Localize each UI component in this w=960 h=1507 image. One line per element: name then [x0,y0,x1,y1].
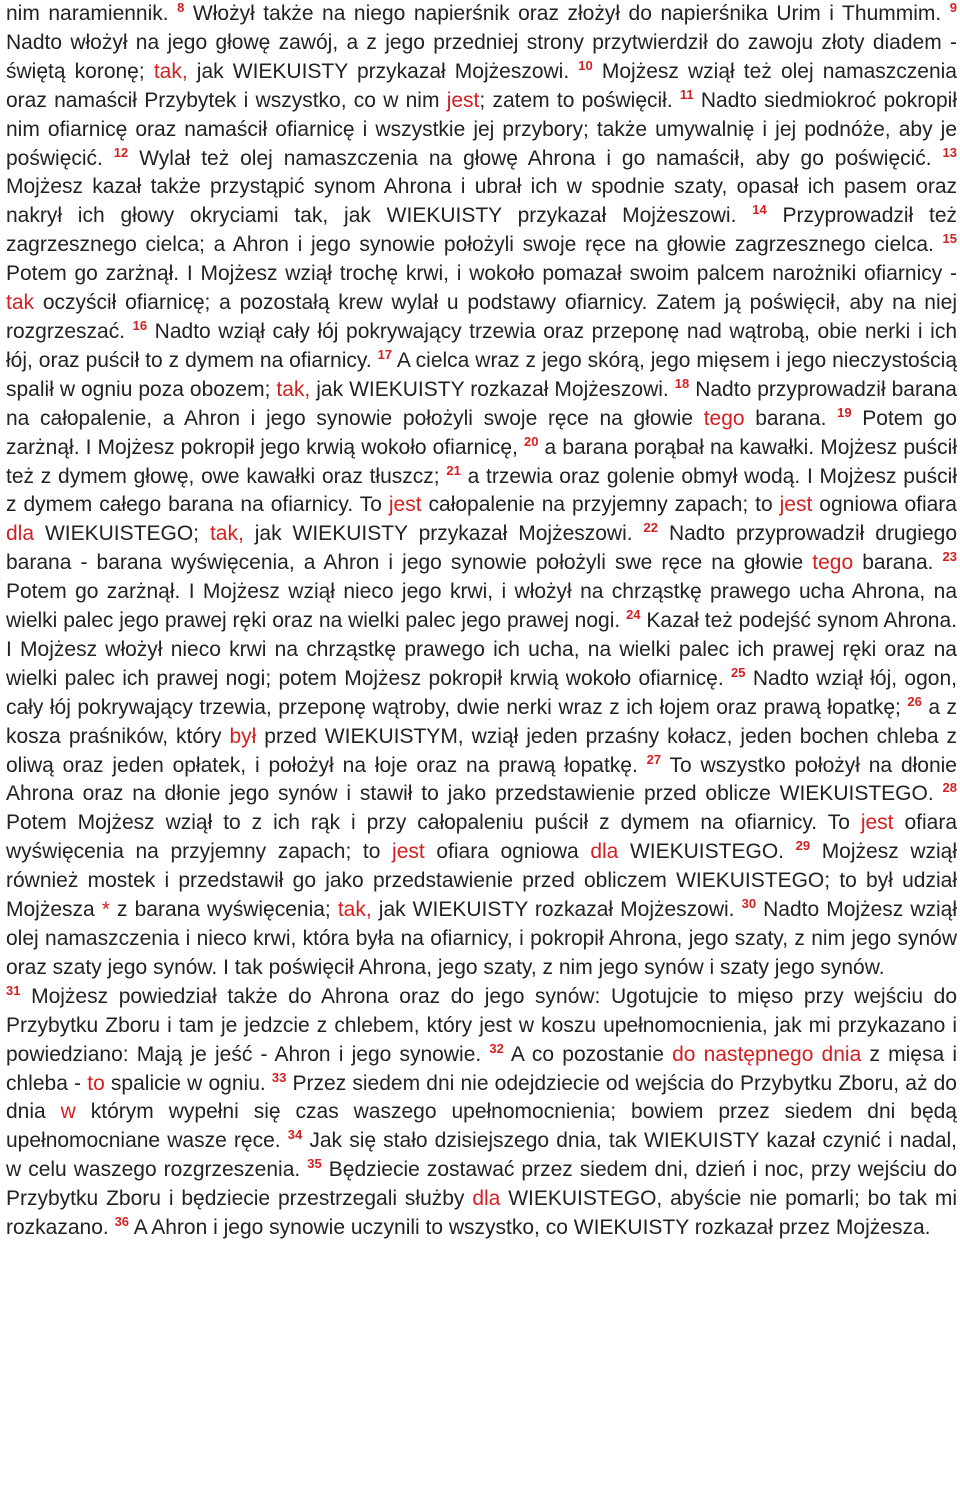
verse-text: Potem go zarżnął. I Mojżesz pokropił jego krwią wokoło ofiarnicę, [6,406,957,459]
added-word: jest [392,840,425,864]
verse-text: WIEKUISTEGO. [618,840,796,864]
verse-text: Mojżesz powiedział także do Ahrona oraz do jego synów: Ugotujcie to mięso przy wejściu do Przybytku Zboru i tam je jedzcie z chlebem, który jest w koszu upełnomocnienia, jak mi przykazano i powiedziano: Mają je jeść - Ahron i jego synowie. [6,984,957,1066]
verse-number: 17 [377,346,393,362]
added-word: dla [590,840,619,864]
added-word: tak, [153,59,188,83]
added-word: tego [703,406,745,430]
verse-text: Nadto wziął cały łój pokrywający trzewia oraz przeponę nad wątrobą, obie nerki i ich łój, oraz puścił to z dymem na ofiarnicy. [6,319,958,372]
added-word: jest [446,88,480,112]
verse-number: 26 [907,693,922,709]
verse-text: którym wypełni się czas waszego upełnomocnienia; bowiem przez siedem dni będą upełnomocniane wasze ręce. [6,1100,957,1153]
verse-text: WIEKUISTEGO, abyście nie pomarli; bo tak mi rozkazano. [6,1187,957,1240]
paragraph [6,0,957,983]
verse-text: a trzewia oraz golenie obmył wodą. I Mojżesz puścił z dymem całego barana na ofiarnicy. To [6,464,957,517]
verse-text: To wszystko położył na dłonie Ahrona oraz na dłonie jego synów i stawił to jako przedstawienie przed oblicze WIEKUISTEGO. [6,753,957,806]
verse-text: jak WIEKUISTY rozkazał Mojżeszowi. [310,377,675,401]
verse-text: Potem go zarżnął. I Mojżesz wziął trochę krwi, i wokoło pomazał swoim palcem narożniki ofiarnicy - [6,262,957,286]
verse-text: a z kosza praśników, który [6,695,957,748]
verse-text: Potem Mojżesz wziął to z ich rąk i przy całopaleniu puścił z dymem na ofiarnicy. To [6,811,861,835]
verse-text: jak WIEKUISTY rozkazał Mojżeszowi. [371,898,742,922]
added-word: w [60,1100,76,1124]
verse-number: 30 [741,896,757,912]
verse-number: 27 [646,751,662,767]
verse-text: barana. [853,551,943,575]
verse-number: 32 [489,1040,504,1056]
verse-text: jak WIEKUISTY przykazał Mojżeszowi. [243,522,644,546]
verse-text: ofiara ogniowa [424,840,591,864]
verse-text: Będziecie zostawać przez siedem dni, dzień i noc, przy wejściu do Przybytku Zboru i będziecie przestrzegali służby [6,1158,958,1211]
verse-text: oczyścił ofiarnicę; a pozostałą krew wylał u podstawy ofiarnicy. Zatem ją poświęcił, aby na niej rozgrzeszać. [6,291,957,343]
verse-number: 10 [578,57,593,73]
verse-text: Włożył także na niego napierśnik oraz złożył do napierśnika Urim i Thummim. [184,2,950,25]
verse-text: z barana wyświęcenia; [109,898,338,922]
verse-number: 33 [271,1069,287,1085]
verse-text: Nadto Mojżesz wziął olej namaszczenia i nieco krwi, która była na ofiarnicy, i pokropił Ahrona, jego szaty, z nim jego synów oraz szaty jego synów. I tak poświęcił Ahrona, jego szaty, z nim jego synów i szaty jego synów. [6,898,957,979]
verse-number: 23 [942,549,957,565]
verse-text: nim naramiennik. [6,2,178,25]
verse-text: przed WIEKUISTYM, wziął jeden przaśny kołacz, jeden bochen chleba z oliwą oraz jeden opłatek, i położył na łoje oraz na prawą łopatkę. [6,724,957,777]
verse-number: 19 [837,404,852,420]
added-word: jest [860,811,894,835]
verse-text: Nadto wziął łój, ogon, cały łój pokrywający trzewia, przeponę wątroby, dwie nerki wraz z ich łojem oraz prawą łopatkę; [6,666,957,719]
verse-number: 36 [114,1214,130,1230]
verse-text: jak WIEKUISTY przykazał Mojżeszowi. [187,59,579,83]
verse-text: ogniowa ofiara [812,493,957,517]
added-word: dla [472,1187,501,1211]
verse-text: całopalenie na przyjemny zapach; to [421,493,780,517]
verse-text: WIEKUISTEGO; [34,522,210,546]
verse-text: A Ahron i jego synowie uczynili to wszystko, co WIEKUISTY rozkazał przez Mojżesza. [129,1216,931,1240]
verse-number: 22 [643,520,659,536]
verse-text: Nadto przyprowadził barana na całopalenie, a Ahron i jego synowie położyli swoje ręce na głowie [6,377,957,430]
added-word: tego [812,551,854,575]
verse-number: 29 [795,838,811,854]
verse-number: 18 [674,375,690,391]
verse-text: Potem go zarżnął. I Mojżesz wziął nieco jego krwi, i włożył na chrząstkę prawego ucha Ahrona, na wielki palec jego prawej ręki oraz na wielki palec jego prawej nogi. [6,580,957,633]
verse-text: Mojżesz wziął też olej namaszczenia oraz namaścił Przybytek i wszystko, co w nim [6,59,957,112]
verse-number: 14 [752,202,767,218]
verse-text: spalicie w ogniu. [104,1071,272,1095]
verse-text: Przez siedem dni nie odejdziecie od wejścia do Przybytku Zboru, aż do dnia [6,1071,957,1124]
verse-text: A cielca wraz z jego skórą, jego mięsem i jego nieczystością spalił w ogniu poza obozem; [6,348,957,401]
verse-number: 12 [113,144,129,160]
verse-text: z mięsa i chleba - [6,1042,958,1095]
verse-number: 15 [942,231,957,247]
added-word: tak, [337,898,372,922]
verse-text: Mojżesz wziął również mostek i przedstawił go jako przedstawienie przed obliczem WIEKUISTEGO; to był udział Mojżesza [6,840,957,922]
verse-number: 13 [942,144,958,160]
verse-number: 11 [679,86,694,102]
paragraph [6,983,957,1243]
verse-text: Przyprowadził też zagrzesznego cielca; a Ahron i jego synowie położyli swoje ręce na głowie zagrzesznego cielca. [6,204,958,257]
added-word: jest [779,493,813,517]
verse-number: 31 [6,982,21,998]
verse-number: 35 [307,1156,322,1172]
verse-text: Wylał też olej namaszczenia na głowę Ahrona i go namaścił, aby go poświęcić. [128,146,943,170]
verse-number: 25 [731,664,746,680]
verse-text: a barana porąbał na kawałki. Mojżesz puścił też z dymem głowę, owe kawałki oraz tłuszcz; [6,435,958,488]
verse-text: Mojżesz kazał także przystąpić synom Ahrona i ubrał ich w spodnie szaty, opasał ich pasem oraz nakrył ich głowy okryciami tak, jak WIEKUISTY przykazał Mojżeszowi. [6,175,957,228]
verse-number: 16 [132,317,148,333]
verse-text: A co pozostanie [503,1042,673,1066]
verse-text: Nadto przyprowadził drugiego barana - barana wyświęcenia, a Ahron i jego synowie położyli swe ręce na głowie [6,522,957,575]
verse-number: 8 [177,0,185,15]
added-word: dla [6,522,35,546]
added-word: to [87,1071,105,1095]
verse-number: 21 [446,462,461,478]
added-word: tak, [276,377,311,401]
verse-number: 24 [626,607,641,623]
verse-text: Jak się stało dzisiejszego dnia, tak WIEKUISTY kazał czynić i nadal, w celu waszego rozgrzeszenia. [6,1129,957,1182]
verse-text: ; zatem to poświęcił. [479,88,680,112]
verse-text: ofiara wyświęcenia na przyjemny zapach; to [6,811,957,864]
added-word: tak, [209,522,244,546]
verse-text: Kazał też podejść synom Ahrona. I Mojżesz włożył nieco krwi na chrząstkę prawego ich ucha, na wielki palec ich prawej ręki oraz na wielki palec ich prawej nogi; potem Mojżesz pokropił krwią wokoło ofiarnicę. [6,609,957,690]
verse-text: Nadto włożył na jego głowę zawój, a z jego przedniej strony przytwierdził do zawoju złoty diadem - świętą koronę; [6,30,957,83]
verse-text: Nadto siedmiokroć pokropił nim ofiarnicę oraz namaścił ofiarnicę i wszystkie jej przybory; także umywalnię i jej podnóże, aby je poświęcić. [6,88,957,170]
added-word: do następnego dnia [672,1042,862,1066]
added-word: tak [6,291,35,315]
verse-number: 9 [949,0,958,15]
added-word: * [101,898,110,922]
added-word: jest [388,493,422,517]
verse-number: 28 [942,780,957,796]
verse-number: 20 [523,433,539,449]
added-word: był [229,724,257,748]
verse-text: barana. [744,406,838,430]
verse-number: 34 [287,1127,303,1143]
